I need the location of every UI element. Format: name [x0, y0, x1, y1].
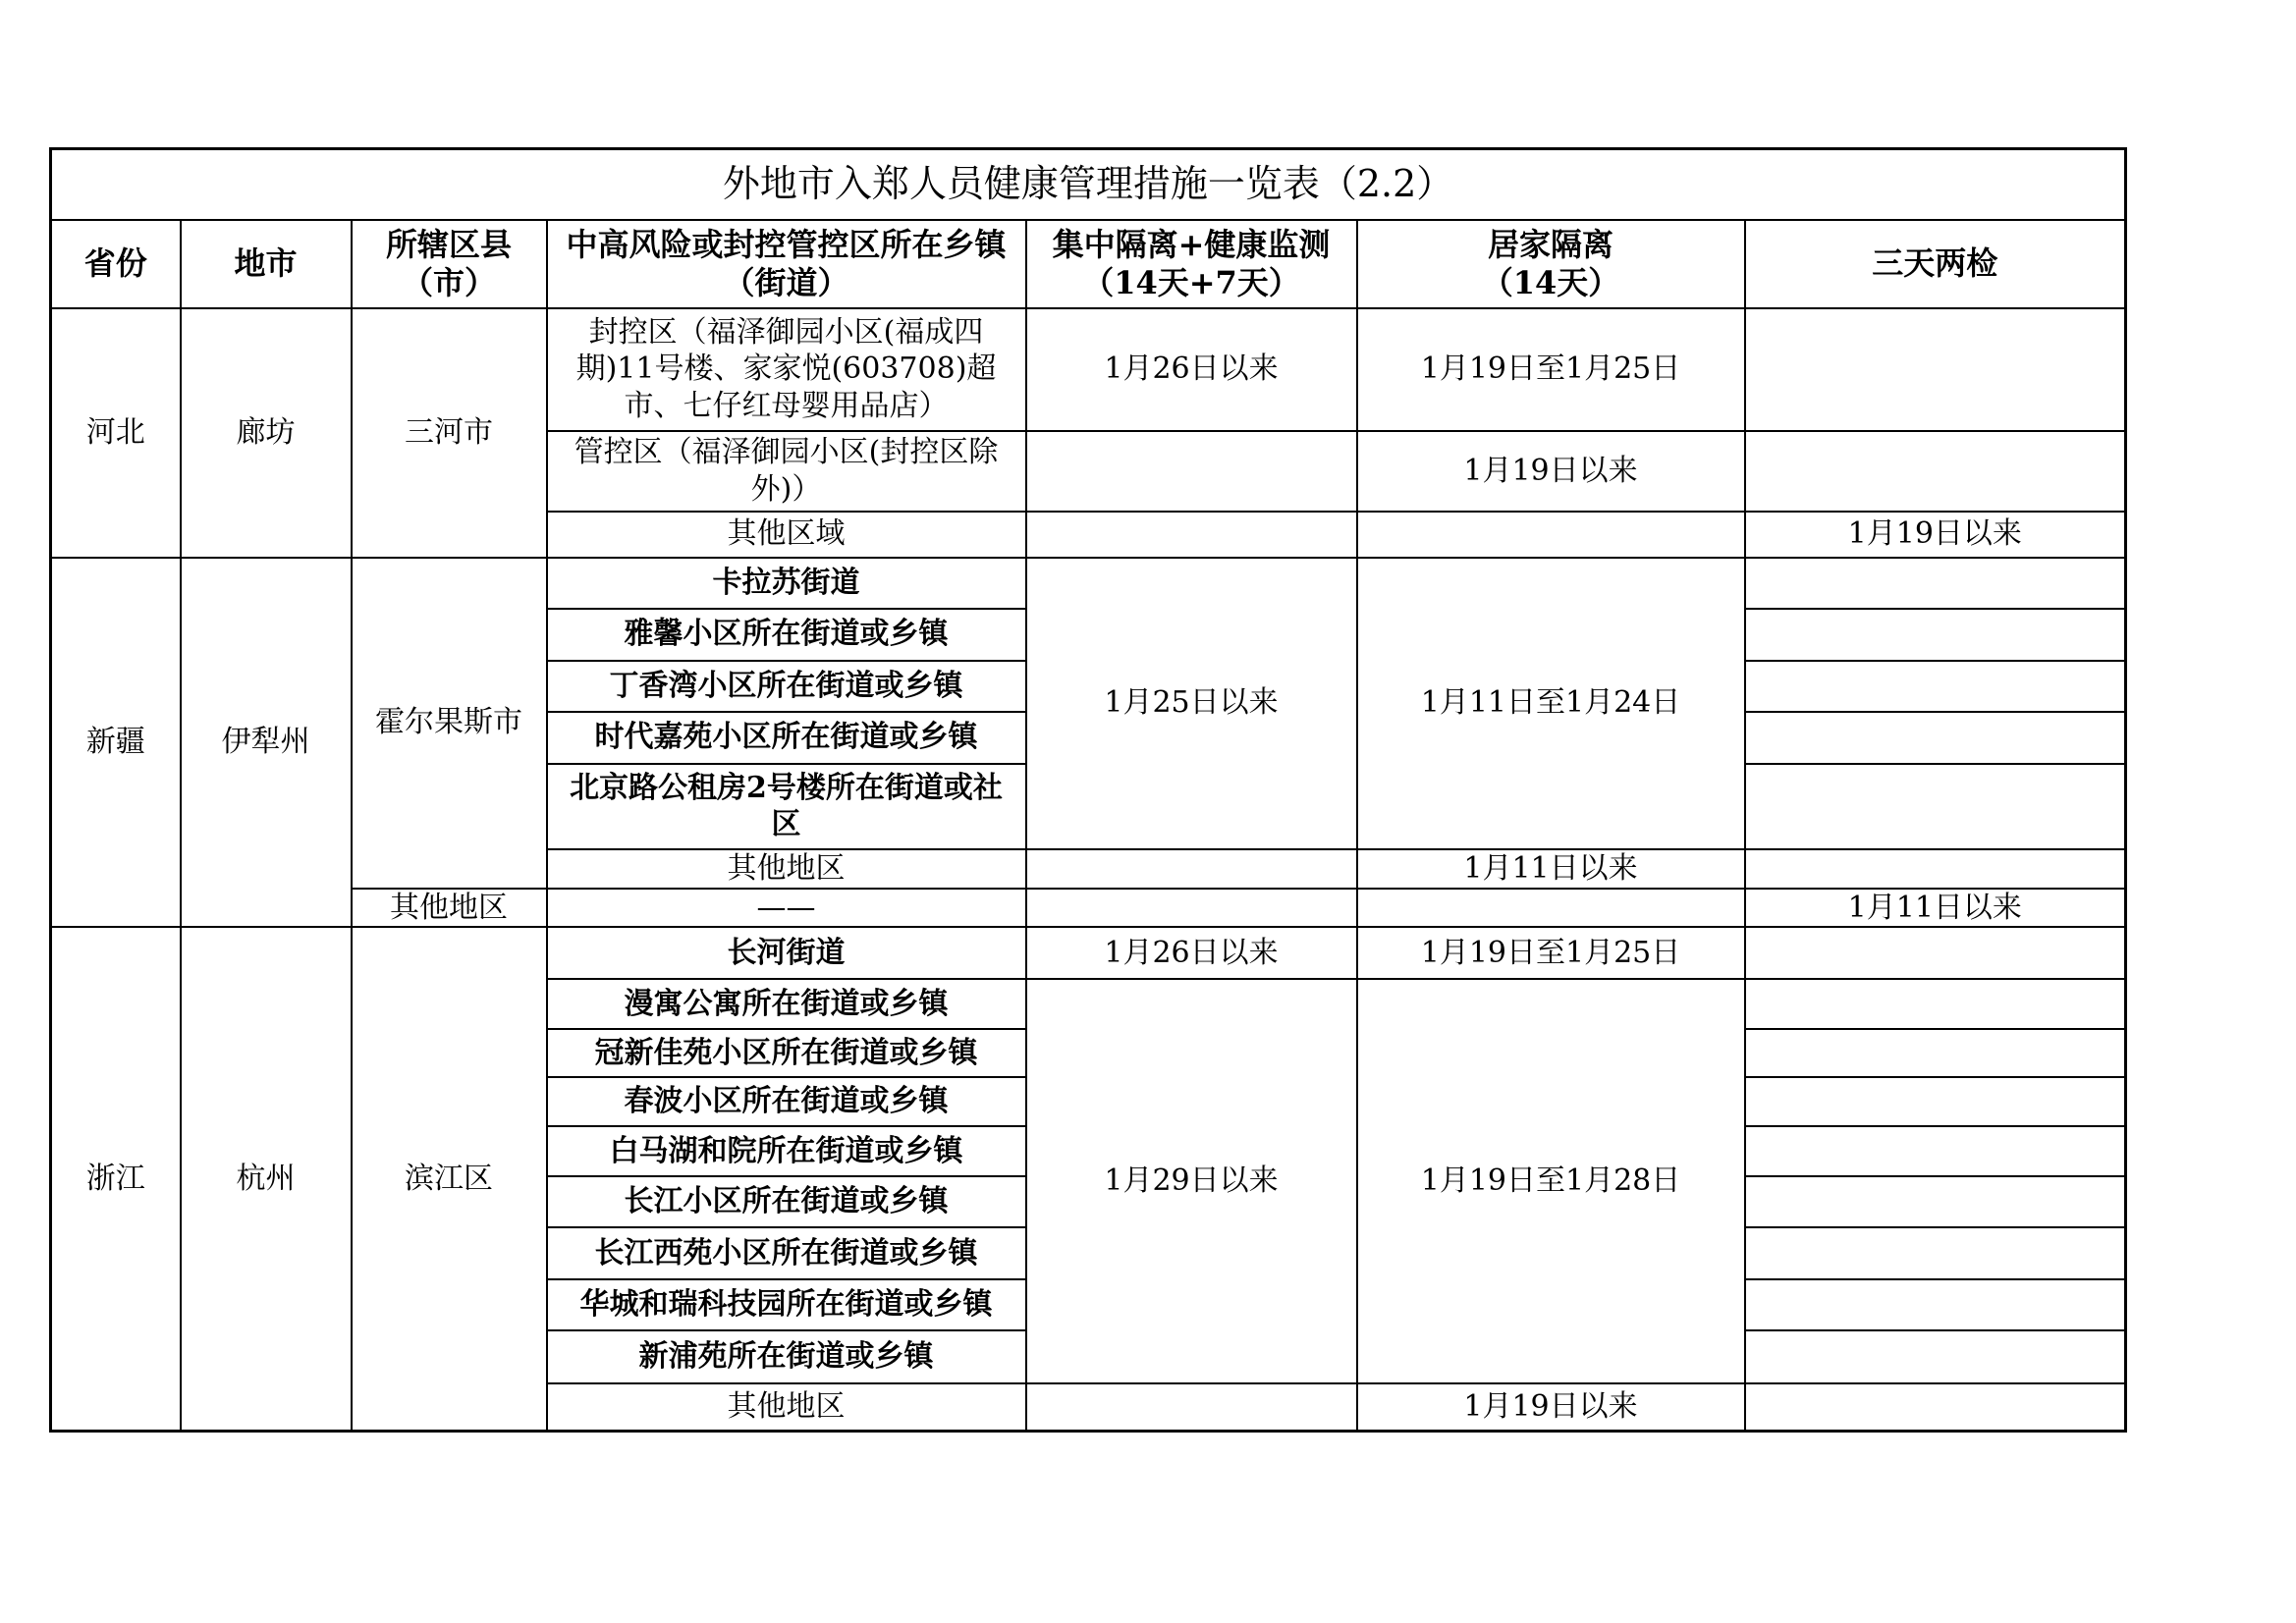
empty-cell — [1745, 308, 2126, 431]
empty-cell — [1026, 512, 1357, 558]
health-measures-table — [49, 147, 2127, 1433]
area-cell: 新浦苑所在街道或乡镇 — [547, 1330, 1026, 1383]
title-row — [51, 149, 2126, 220]
empty-cell — [1745, 1383, 2126, 1431]
header-county: 所辖区县 （市） — [352, 220, 547, 308]
home-quarantine-cell: 1月11日以来 — [1357, 849, 1745, 889]
empty-cell — [1026, 1383, 1357, 1431]
header-central-quarantine: 集中隔离+健康监测 （14天+7天） — [1026, 220, 1357, 308]
empty-cell — [1745, 849, 2126, 889]
empty-cell — [1745, 431, 2126, 512]
empty-cell — [1026, 849, 1357, 889]
area-cell: 冠新佳苑小区所在街道或乡镇 — [547, 1029, 1026, 1077]
empty-cell — [1745, 1176, 2126, 1227]
home-quarantine-cell: 1月19日以来 — [1357, 431, 1745, 512]
area-cell: 春波小区所在街道或乡镇 — [547, 1077, 1026, 1126]
county-cell: 霍尔果斯市 — [352, 558, 547, 889]
area-cell: 时代嘉苑小区所在街道或乡镇 — [547, 712, 1026, 764]
empty-cell — [1745, 1279, 2126, 1330]
county-cell: 三河市 — [352, 308, 547, 558]
empty-cell — [1745, 1126, 2126, 1176]
header-row — [51, 220, 2126, 308]
empty-cell — [1357, 889, 1745, 928]
city-cell: 伊犁州 — [181, 558, 352, 928]
empty-cell — [1745, 1029, 2126, 1077]
province-cell: 新疆 — [51, 558, 181, 928]
header-area: 中高风险或封控管控区所在乡镇 （街道） — [547, 220, 1026, 308]
home-quarantine-cell: 1月19日至1月25日 — [1357, 927, 1745, 979]
area-cell: 长河街道 — [547, 927, 1026, 979]
empty-cell — [1745, 979, 2126, 1029]
empty-cell — [1026, 431, 1357, 512]
area-cell: 其他区域 — [547, 512, 1026, 558]
central-quarantine-cell: 1月29日以来 — [1026, 979, 1357, 1383]
empty-cell — [1745, 661, 2126, 712]
area-cell: 长江西苑小区所在街道或乡镇 — [547, 1227, 1026, 1279]
table-title: 外地市入郑人员健康管理措施一览表（2.2） — [51, 149, 2126, 220]
empty-cell — [1745, 609, 2126, 661]
header-three-day-tests: 三天两检 — [1745, 220, 2126, 308]
area-cell: 管控区（福泽御园小区(封控区除外)） — [547, 431, 1026, 512]
city-cell: 廊坊 — [181, 308, 352, 558]
three-day-test-cell: 1月11日以来 — [1745, 889, 2126, 928]
empty-cell — [1026, 889, 1357, 928]
area-cell: 华城和瑞科技园所在街道或乡镇 — [547, 1279, 1026, 1330]
area-cell: 其他地区 — [547, 1383, 1026, 1431]
county-cell: 其他地区 — [352, 889, 547, 928]
central-quarantine-cell: 1月26日以来 — [1026, 308, 1357, 431]
city-cell: 杭州 — [181, 927, 352, 1431]
empty-cell — [1745, 712, 2126, 764]
home-quarantine-cell: 1月19日至1月25日 — [1357, 308, 1745, 431]
empty-cell — [1357, 512, 1745, 558]
table-row — [51, 308, 2126, 431]
county-cell: 滨江区 — [352, 927, 547, 1431]
table-row — [51, 558, 2126, 609]
area-cell: 其他地区 — [547, 849, 1026, 889]
empty-cell — [1745, 558, 2126, 609]
home-quarantine-cell: 1月19日以来 — [1357, 1383, 1745, 1431]
empty-cell — [1745, 1227, 2126, 1279]
province-cell: 浙江 — [51, 927, 181, 1431]
area-cell: 白马湖和院所在街道或乡镇 — [547, 1126, 1026, 1176]
area-cell: 长江小区所在街道或乡镇 — [547, 1176, 1026, 1227]
table-row — [51, 927, 2126, 979]
home-quarantine-cell: 1月11日至1月24日 — [1357, 558, 1745, 849]
central-quarantine-cell: 1月25日以来 — [1026, 558, 1357, 849]
area-cell: 雅馨小区所在街道或乡镇 — [547, 609, 1026, 661]
empty-cell — [1745, 764, 2126, 849]
empty-cell — [1745, 927, 2126, 979]
area-cell: 卡拉苏街道 — [547, 558, 1026, 609]
area-cell: 漫寓公寓所在街道或乡镇 — [547, 979, 1026, 1029]
area-cell: 北京路公租房2号楼所在街道或社区 — [547, 764, 1026, 849]
area-cell: 丁香湾小区所在街道或乡镇 — [547, 661, 1026, 712]
empty-cell — [1745, 1330, 2126, 1383]
home-quarantine-cell: 1月19日至1月28日 — [1357, 979, 1745, 1383]
table-row — [51, 889, 2126, 928]
three-day-test-cell: 1月19日以来 — [1745, 512, 2126, 558]
province-cell: 河北 — [51, 308, 181, 558]
central-quarantine-cell: 1月26日以来 — [1026, 927, 1357, 979]
area-cell: 封控区（福泽御园小区(福成四期)11号楼、家家悦(603708)超市、七仔红母婴用品店） — [547, 308, 1026, 431]
header-home-quarantine: 居家隔离 （14天） — [1357, 220, 1745, 308]
header-city: 地市 — [181, 220, 352, 308]
header-province: 省份 — [51, 220, 181, 308]
area-cell: —— — [547, 889, 1026, 928]
empty-cell — [1745, 1077, 2126, 1126]
